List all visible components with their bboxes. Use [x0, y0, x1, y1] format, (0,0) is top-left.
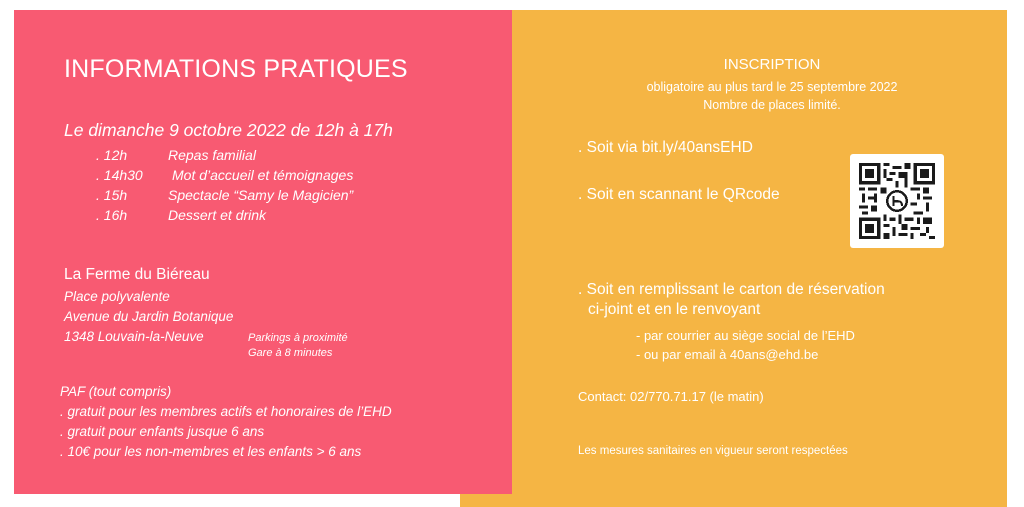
event-date: Le dimanche 9 octobre 2022 de 12h à 17h: [64, 120, 393, 140]
station-note: Gare à 8 minutes: [248, 347, 333, 359]
contact-line: Contact: 02/770.71.17 (le matin): [578, 389, 764, 404]
parking-note: Parkings à proximité: [248, 332, 348, 344]
qr-code-icon[interactable]: [850, 154, 944, 248]
schedule-item: [96, 147, 256, 164]
registration-deadline: obligatoire au plus tard le 25 septembre 2022: [646, 80, 898, 94]
address-line: Place polyvalente: [64, 289, 170, 304]
option-form: . Soit en remplissant le carton de réservation: [578, 281, 885, 298]
fee-line: . gratuit pour les membres actifs et honoraires de l’EHD: [60, 404, 392, 419]
bottom-strip: [460, 494, 1007, 507]
registration-title: INSCRIPTION: [723, 56, 821, 73]
address-line: 1348 Louvain-la-Neuve: [64, 329, 204, 344]
schedule-item: [96, 187, 353, 204]
fee-line: . 10€ pour les non-membres et les enfants > 6 ans: [60, 444, 362, 459]
option-link[interactable]: . Soit via bit.ly/40ansEHD: [578, 139, 753, 156]
qr-code-graphic: [859, 163, 935, 239]
sanitary-notice: Les mesures sanitaires en vigueur seront respectées: [578, 445, 848, 457]
schedule-item: [96, 167, 353, 184]
sub-option-email[interactable]: - ou par email à 40ans@ehd.be: [636, 347, 819, 362]
schedule-time: . 14h30: [96, 167, 143, 183]
option-form-continued: ci-joint et en le renvoyant: [588, 301, 761, 318]
registration-subtitle: [572, 79, 972, 114]
schedule-time: . 16h: [96, 207, 128, 223]
registration-limit: Nombre de places limité.: [703, 97, 841, 112]
venue-name: La Ferme du Biéreau: [64, 266, 210, 283]
fee-heading: PAF (tout compris): [60, 384, 172, 399]
info-title: INFORMATIONS PRATIQUES: [64, 55, 408, 83]
sub-option-mail: - par courrier au siège social de l’EHD: [636, 328, 855, 343]
schedule-time: . 12h: [96, 147, 128, 163]
schedule-event: Spectacle “Samy le Magicien”: [168, 187, 354, 203]
schedule-item: [96, 207, 266, 224]
schedule-event: Repas familial: [168, 147, 256, 163]
address-line: Avenue du Jardin Botanique: [64, 309, 234, 324]
option-qr: . Soit en scannant le QRcode: [578, 186, 780, 203]
schedule-event: Mot d’accueil et témoignages: [172, 167, 354, 183]
schedule-event: Dessert et drink: [168, 207, 267, 223]
fee-line: . gratuit pour enfants jusque 6 ans: [60, 424, 265, 439]
schedule-time: . 15h: [96, 187, 128, 203]
